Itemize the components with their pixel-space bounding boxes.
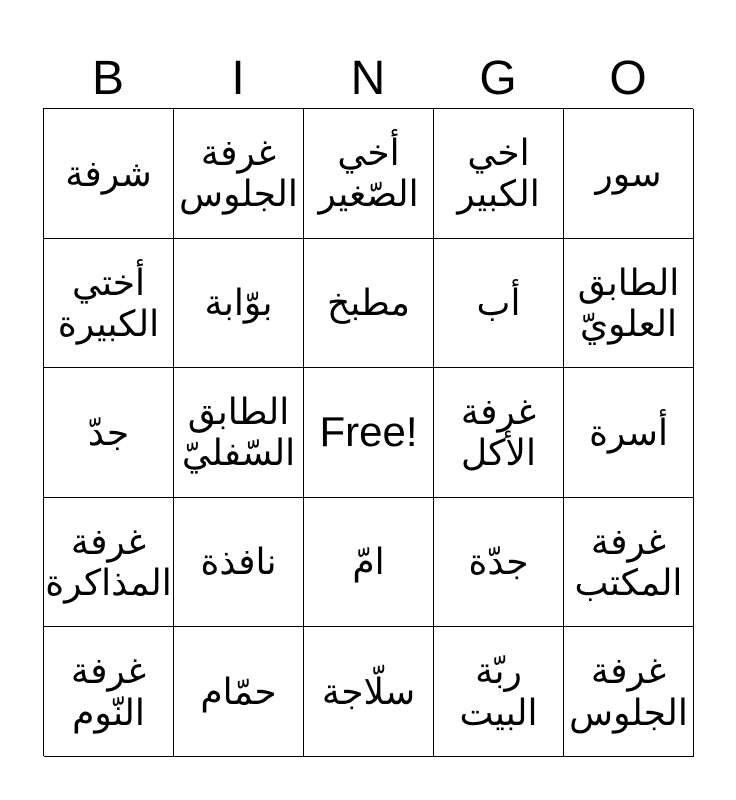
bingo-cell[interactable]: الطابق العلويّ (564, 239, 694, 369)
bingo-cell[interactable]: امّ (304, 498, 434, 628)
bingo-cell[interactable]: بوّابة (174, 239, 304, 369)
bingo-cell[interactable]: أخي الصّغير (304, 109, 434, 239)
bingo-cell[interactable]: غرفة الجلوس (174, 109, 304, 239)
bingo-cell[interactable]: أب (434, 239, 564, 369)
bingo-cell[interactable]: حمّام (174, 627, 304, 757)
header-letter-n: N (350, 52, 386, 105)
header-letter-b: B (91, 52, 124, 105)
bingo-cell[interactable]: اخي الكبير (434, 109, 564, 239)
header-letter-g: G (479, 52, 517, 105)
bingo-cell[interactable]: شرفة (44, 109, 174, 239)
bingo-cell[interactable]: غرفة المكتب (564, 498, 694, 628)
bingo-cell[interactable]: غرفة النّوم (44, 627, 174, 757)
free-space-cell[interactable]: Free! (304, 368, 434, 498)
bingo-cell[interactable]: جدّ (44, 368, 174, 498)
header-letter-i: I (231, 52, 245, 105)
bingo-cell[interactable]: الطابق السّفليّ (174, 368, 304, 498)
bingo-cell[interactable]: جدّة (434, 498, 564, 628)
bingo-cell[interactable]: غرفة الأكل (434, 368, 564, 498)
bingo-cell[interactable]: نافذة (174, 498, 304, 628)
bingo-board (43, 108, 693, 756)
bingo-cell[interactable]: سلّاجة (304, 627, 434, 757)
bingo-cell[interactable]: مطبخ (304, 239, 434, 369)
bingo-cell[interactable]: غرفة المذاكرة (44, 498, 174, 628)
bingo-cell[interactable]: أسرة (564, 368, 694, 498)
bingo-cell[interactable]: سور (564, 109, 694, 239)
bingo-cell[interactable]: ربّة البيت (434, 627, 564, 757)
bingo-cell[interactable]: أختي الكبيرة (44, 239, 174, 369)
header-letter-o: O (609, 52, 647, 105)
bingo-header (43, 50, 693, 108)
bingo-cell[interactable]: غرفة الجلوس (564, 627, 694, 757)
